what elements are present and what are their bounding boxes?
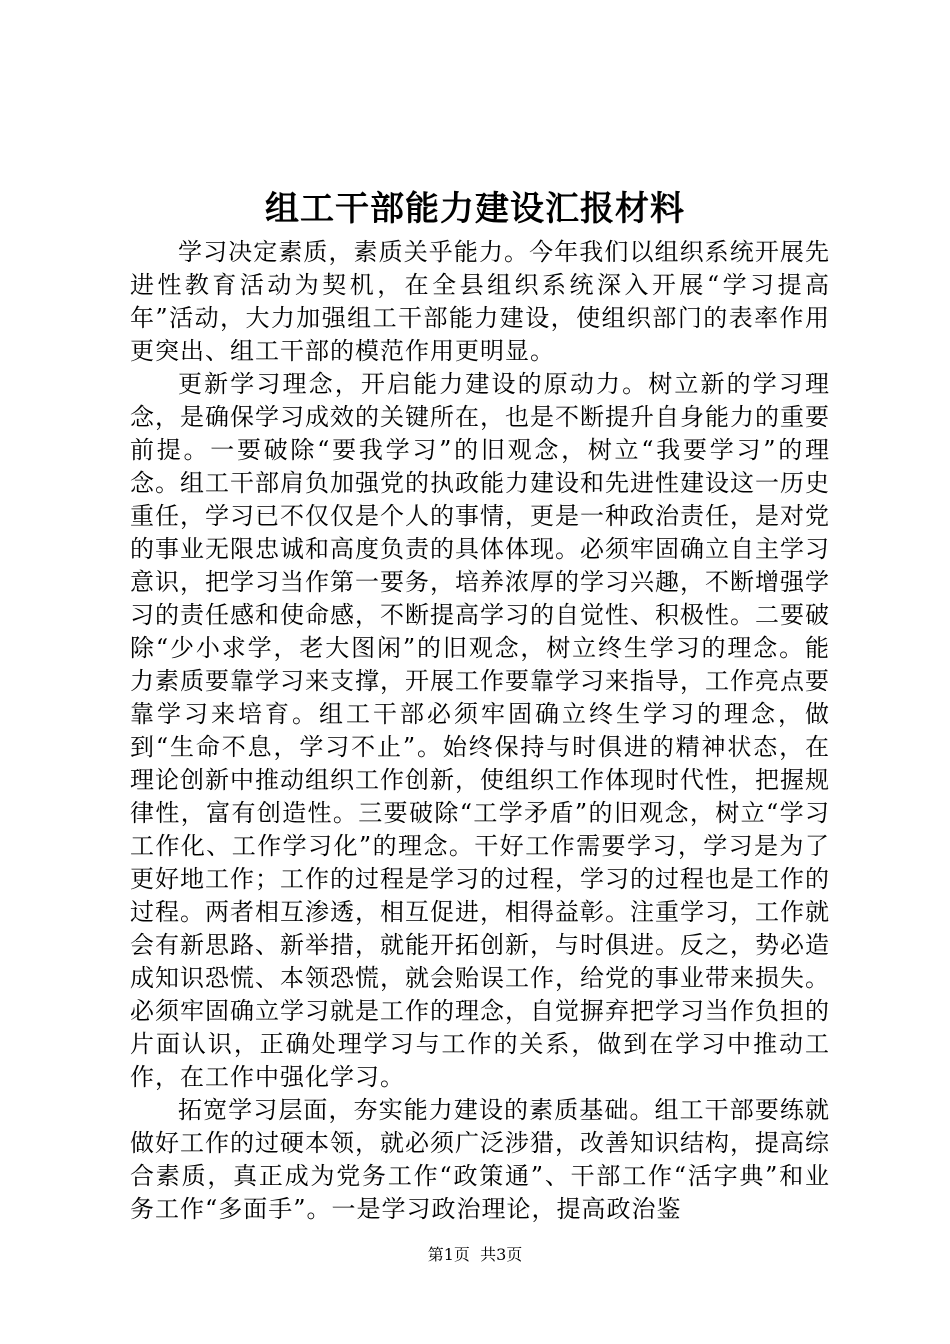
page-footer — [0, 1244, 950, 1266]
paragraph-2: 更新学习理念，开启能力建设的原动力。树立新的学习理念，是确保学习成效的关键所在，也是不断提升自身能力的重要前提。一要破除“要我学习”的旧观念，树立“我要学习”的理念。组工干部肩负加强党的执政能力建设和先进性建设这一历史重任，学习已不仅仅是个人的事情，更是一种政治责任，是对党的事业无限忠诚和高度负责的具体体现。必须牢固确立自主学习意识，把学习当作第一要务，培养浓厚的学习兴趣，不断增强学习的责任感和使命感，不断提高学习的自觉性、积极性。二要破除“少小求学，老大图闲”的旧观念，树立终生学习的理念。能力素质要靠学习来支撑，开展工作要靠学习来指导，工作亮点要靠学习来培育。组工干部必须牢固确立终生学习的理念，做到“生命不息，学习不止”。始终保持与时俱进的精神状态，在理论创新中推动组织工作创新，使组织工作体现时代性，把握规律性，富有创造性。三要破除“工学矛盾”的旧观念，树立“学习工作化、工作学习化”的理念。干好工作需要学习，学习是为了更好地工作；工作的过程是学习的过程，学习的过程也是工作的过程。两者相互渗透，相互促进，相得益彰。注重学习，工作就会有新思路、新举措，就能开拓创新，与时俱进。反之，势必造成知识恐慌、本领恐慌，就会贻误工作，给党的事业带来损失。必须牢固确立学习就是工作的理念，自觉摒弃把学习当作负担的片面认识，正确处理学习与工作的关系，做到在学习中推动工作，在工作中强化学习。 — [130, 370, 830, 1091]
page-number-label: 第1页 共3页 — [427, 1245, 523, 1264]
paragraph-1: 学习决定素质，素质关乎能力。今年我们以组织系统开展先进性教育活动为契机，在全县组织系统深入开展“学习提高年”活动，大力加强组工干部能力建设，使组织部门的表率作用更突出、组工干部的模范作用更明显。 — [130, 238, 830, 365]
document-body — [130, 236, 830, 1226]
document-title: 组工干部能力建设汇报材料 — [265, 189, 685, 229]
paragraph-3: 拓宽学习层面，夯实能力建设的素质基础。组工干部要练就做好工作的过硬本领，就必须广泛涉猎，改善知识结构，提高综合素质，真正成为党务工作“政策通”、干部工作“活字典”和业务工作“多面手”。一是学习政治理论，提高政治鉴 — [130, 1096, 830, 1223]
